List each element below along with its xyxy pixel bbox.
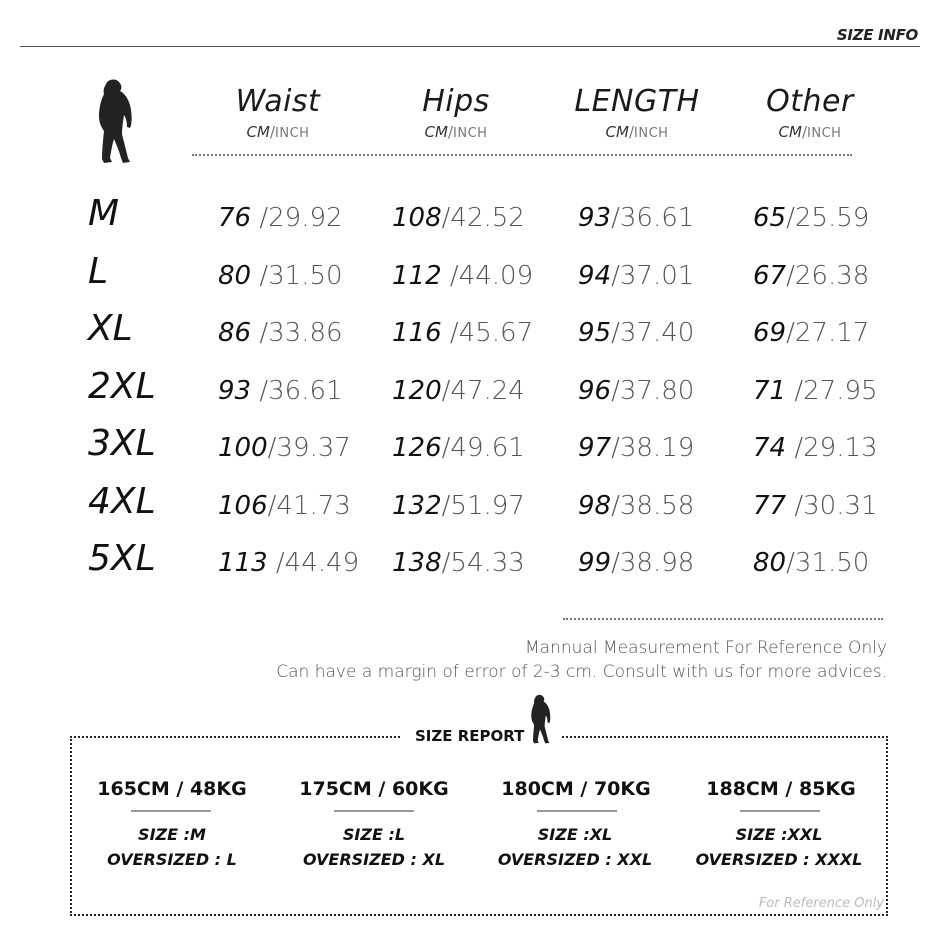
report-size: SIZE :M — [138, 825, 206, 844]
size-report-title: SIZE REPORT — [415, 727, 525, 745]
column-header-length — [557, 84, 717, 141]
size-label: 2XL — [88, 366, 156, 407]
cm-value: 97 — [578, 433, 612, 463]
notes-dotted-divider — [563, 618, 883, 620]
inch-value: 42.52 — [450, 203, 525, 233]
table-cell-other: 65/25.59 — [753, 203, 870, 233]
inch-value: 38.98 — [619, 548, 695, 578]
table-cell-waist: 113 /44.49 — [218, 548, 360, 578]
inch-value: 29.92 — [268, 203, 343, 233]
inch-value: 36.61 — [268, 376, 343, 406]
table-cell-length: 93/36.61 — [578, 203, 695, 233]
table-cell-waist: 86 /33.86 — [218, 318, 343, 348]
size-label: M — [88, 193, 120, 234]
walking-ape-icon — [526, 694, 554, 744]
inch-value: 38.19 — [619, 433, 695, 463]
column-header-hips — [376, 84, 536, 141]
unit-cm: CM — [605, 123, 629, 141]
table-cell-length: 95/37.40 — [578, 318, 695, 348]
inch-value: 27.17 — [794, 318, 870, 348]
column-name: Hips — [422, 84, 490, 119]
cm-value: 120 — [392, 376, 442, 406]
header-dotted-divider — [192, 154, 852, 156]
table-cell-other: 69/27.17 — [753, 318, 870, 348]
unit-inch: INCH — [807, 126, 842, 141]
table-cell-waist: 100/39.37 — [218, 433, 351, 463]
column-units: CM/INCH — [424, 123, 488, 141]
cm-value: 80 — [218, 261, 252, 291]
inch-value: 44.09 — [458, 261, 534, 291]
size-label: 5XL — [88, 538, 156, 579]
column-name: LENGTH — [574, 84, 700, 119]
inch-value: 36.61 — [619, 203, 695, 233]
report-size: SIZE :XXL — [735, 825, 823, 844]
table-cell-length: 96/37.80 — [578, 376, 695, 406]
cm-value: 86 — [218, 318, 252, 348]
report-underline — [740, 810, 820, 812]
column-name: Other — [766, 84, 854, 119]
unit-inch: INCH — [634, 126, 669, 141]
inch-value: 38.58 — [619, 491, 695, 521]
report-underline — [334, 810, 414, 812]
report-height-weight: 188CM / 85KG — [706, 778, 856, 800]
table-cell-waist: 93 /36.61 — [218, 376, 343, 406]
inch-value: 45.67 — [458, 318, 534, 348]
unit-inch: INCH — [453, 126, 488, 141]
column-units: CM/INCH — [246, 123, 310, 141]
cm-value: 80 — [753, 548, 787, 578]
cm-value: 93 — [578, 203, 612, 233]
reference-note: Mannual Measurement For Reference Only — [525, 638, 887, 658]
cm-value: 138 — [392, 548, 442, 578]
table-cell-hips: 126/49.61 — [392, 433, 525, 463]
inch-value: 39.37 — [276, 433, 351, 463]
cm-value: 71 — [753, 376, 787, 406]
unit-cm: CM — [424, 123, 448, 141]
cm-value: 96 — [578, 376, 612, 406]
inch-value: 51.97 — [450, 491, 525, 521]
cm-value: 132 — [392, 491, 442, 521]
table-cell-hips: 112 /44.09 — [392, 261, 534, 291]
table-cell-hips: 132/51.97 — [392, 491, 525, 521]
report-oversized: OVERSIZED : L — [107, 850, 237, 869]
inch-value: 54.33 — [450, 548, 525, 578]
cm-value: 67 — [753, 261, 787, 291]
cm-value: 95 — [578, 318, 612, 348]
table-cell-hips: 120/47.24 — [392, 376, 525, 406]
cm-value: 113 — [218, 548, 268, 578]
column-units: CM/INCH — [778, 123, 842, 141]
report-underline — [131, 810, 211, 812]
report-oversized: OVERSIZED : XXL — [497, 850, 653, 869]
table-cell-other: 74 /29.13 — [753, 433, 878, 463]
inch-value: 44.49 — [284, 548, 360, 578]
table-cell-other: 67/26.38 — [753, 261, 870, 291]
table-cell-waist: 80 /31.50 — [218, 261, 343, 291]
header-divider — [20, 46, 920, 47]
report-height-weight: 175CM / 60KG — [299, 778, 449, 800]
inch-value: 49.61 — [450, 433, 525, 463]
table-cell-other: 80/31.50 — [753, 548, 870, 578]
report-underline — [537, 810, 617, 812]
inch-value: 25.59 — [794, 203, 870, 233]
inch-value: 30.31 — [803, 491, 878, 521]
cm-value: 98 — [578, 491, 612, 521]
cm-value: 116 — [392, 318, 442, 348]
table-cell-length: 99/38.98 — [578, 548, 695, 578]
column-name: Waist — [235, 84, 321, 119]
table-cell-length: 97/38.19 — [578, 433, 695, 463]
size-label: 3XL — [88, 423, 156, 464]
cm-value: 94 — [578, 261, 612, 291]
inch-value: 26.38 — [794, 261, 870, 291]
cm-value: 126 — [392, 433, 442, 463]
cm-value: 76 — [218, 203, 252, 233]
report-size: SIZE :XL — [537, 825, 613, 844]
table-cell-waist: 76 /29.92 — [218, 203, 343, 233]
table-cell-hips: 138/54.33 — [392, 548, 525, 578]
size-label: 4XL — [88, 481, 156, 522]
inch-value: 41.73 — [276, 491, 351, 521]
report-size: SIZE :L — [342, 825, 406, 844]
inch-value: 27.95 — [803, 376, 878, 406]
inch-value: 31.50 — [794, 548, 870, 578]
table-cell-hips: 108/42.52 — [392, 203, 525, 233]
report-oversized: OVERSIZED : XL — [302, 850, 446, 869]
inch-value: 37.80 — [619, 376, 695, 406]
column-header-other — [730, 84, 890, 141]
cm-value: 112 — [392, 261, 442, 291]
unit-inch: INCH — [275, 126, 310, 141]
cm-value: 77 — [753, 491, 787, 521]
inch-value: 31.50 — [268, 261, 343, 291]
margin-note: Can have a margin of error of 2-3 cm. Consult with us for more advices. — [276, 662, 887, 682]
cm-value: 74 — [753, 433, 787, 463]
cm-value: 100 — [218, 433, 268, 463]
table-cell-hips: 116 /45.67 — [392, 318, 534, 348]
unit-cm: CM — [778, 123, 802, 141]
unit-cm: CM — [246, 123, 270, 141]
report-oversized: OVERSIZED : XXXL — [695, 850, 863, 869]
report-height-weight: 180CM / 70KG — [501, 778, 651, 800]
cm-value: 108 — [392, 203, 442, 233]
inch-value: 37.40 — [619, 318, 695, 348]
walking-ape-icon — [92, 78, 136, 164]
inch-value: 37.01 — [619, 261, 695, 291]
cm-value: 69 — [753, 318, 787, 348]
cm-value: 99 — [578, 548, 612, 578]
report-height-weight: 165CM / 48KG — [97, 778, 247, 800]
table-cell-length: 94/37.01 — [578, 261, 695, 291]
table-cell-other: 71 /27.95 — [753, 376, 878, 406]
inch-value: 47.24 — [450, 376, 525, 406]
size-label: L — [88, 251, 109, 292]
header-title: SIZE INFO — [836, 26, 918, 44]
report-footer-note: For Reference Only — [758, 896, 884, 911]
inch-value: 29.13 — [803, 433, 878, 463]
column-units: CM/INCH — [605, 123, 669, 141]
cm-value: 93 — [218, 376, 252, 406]
cm-value: 106 — [218, 491, 268, 521]
table-cell-waist: 106/41.73 — [218, 491, 351, 521]
cm-value: 65 — [753, 203, 787, 233]
table-cell-other: 77 /30.31 — [753, 491, 878, 521]
column-header-waist — [198, 84, 358, 141]
inch-value: 33.86 — [268, 318, 343, 348]
size-label: XL — [88, 308, 133, 349]
table-cell-length: 98/38.58 — [578, 491, 695, 521]
